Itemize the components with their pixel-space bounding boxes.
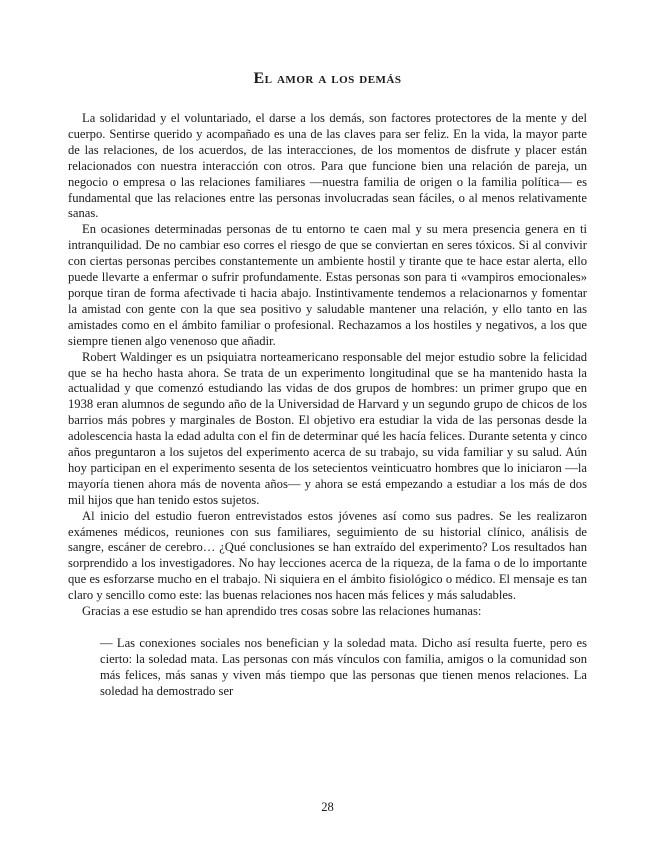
paragraph: Robert Waldinger es un psiquiatra norteamericano responsable del mejor estudio sobre la felicidad que se ha hecho hasta ahora. Se trata de un experimento longitudinal que se ha mantenido hasta la actualidad y que comenzó estudiando las vidas de dos grupos de hombres: un primer grupo que en 1938 eran alumnos de segundo año de la Universidad de Harvard y un segundo grupo de chicos de los barrios más pobres y marginales de Boston. El objetivo era estudiar la vida de las personas desde la adolescencia hasta la edad adulta con el fin de determinar qué les hacía felices. Durante setenta y cinco años preguntaron a los sujetos del experimento acerca de su trabajo, su vida familiar y su salud. Aún hoy participan en el experimento sesenta de los setecientos veinticuatro hombres que lo iniciaron —la mayoría tienen ahora más de noventa años— y ahora se está empezando a estudiar a los más de dos mil hijos que han tenido estos sujetos. [68,349,587,507]
conclusions-list [68,636,587,700]
page-number: 28 [321,800,334,814]
paragraph: Gracias a ese estudio se han aprendido tres cosas sobre las relaciones humanas: [82,604,482,619]
paragraph: La solidaridad y el voluntariado, el darse a los demás, son factores protectores de la mente y del cuerpo. Sentirse querido y acompañado es una de las claves para ser feliz. En la vida, la mayor parte de las relaciones, de los acuerdos, de las interacciones, de los momentos de disfrute y placer están relacionados con nuestra interacción con otros. Para que funcione bien una relación de pareja, un negocio o empresa o las relaciones familiares —nuestra familia de origen o la familia política— es fundamental que las relaciones entre las personas involucradas sean fáciles, o al menos relativamente sanas. [68,111,587,221]
paragraph: En ocasiones determinadas personas de tu entorno te caen mal y su mera presencia genera en ti intranquilidad. De no cambiar eso corres el riesgo de que se conviertan en seres tóxicos. Si al convivir con ciertas personas percibes constantemente un ambiente hostil y tirante que te hace estar alerta, ello puede llevarte a enfermar o sufrir profundamente. Estas personas son para ti «vampiros emocionales» porque tiran de forma afectivade ti hacia abajo. Instintivamente tendemos a relacionarnos y fomentar la amistad con gente con la que sea positivo y saludable mantener una relación, y ello tanto en las amistades como en el ámbito familiar o profesional. Rechazamos a los hostiles y negativos, a los que siempre tienen algo venenoso que añadir. [68,222,587,348]
list-item: — Las conexiones sociales nos benefician y la soledad mata. Dicho así resulta fuerte, pero es cierto: la soledad mata. Las personas con más vínculos con familia, amigos o la comunidad son más felices, más sanas y viven más tiempo que las personas que tienen menos relaciones. La soledad ha demostrado ser [100,636,587,698]
chapter-title: El amor a los demás [253,70,402,87]
body-text [68,111,587,700]
paragraph: Al inicio del estudio fueron entrevistados estos jóvenes así como sus padres. Se les realizaron exámenes médicos, reuniones con sus familiares, seguimiento de su historial clínico, análisis de sangre, escáner de cerebro… ¿Qué conclusiones se han extraído del experimento? Los resultados han sorprendido a los investigadores. No hay lecciones acerca de la riqueza, de la fama o de lo importante que es esforzarse mucho en el trabajo. Ni siquiera en el ámbito fisiológico o médico. El mensaje es tan claro y sencillo como este: las buenas relaciones nos hacen más felices y más saludables. [68,508,587,603]
book-page [68,0,587,848]
